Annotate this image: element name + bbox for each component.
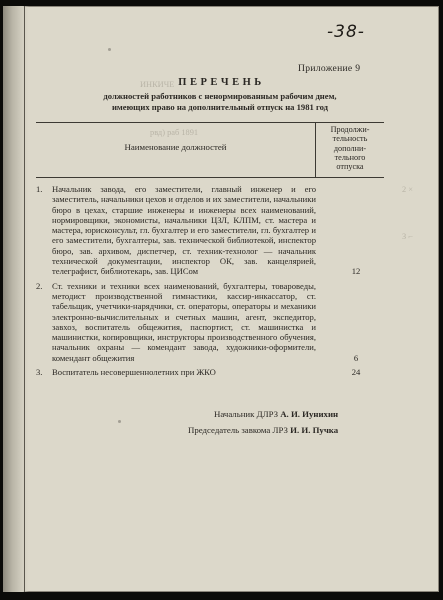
- show-through-text: З ⌐: [402, 232, 414, 241]
- subtitle-line-2: имеющих право на дополнительный отпуск на 1981 год: [111, 102, 329, 112]
- show-through-text: рвд) раб 1891: [150, 128, 199, 137]
- signature-name: И. И. Пучка: [290, 425, 339, 435]
- column-header-duration-line: тельность: [332, 134, 368, 144]
- show-through-text: 2 ×: [402, 185, 414, 194]
- signature-union-chair: [188, 425, 338, 435]
- signature-role: Начальник ДЛРЗ: [214, 409, 278, 419]
- column-header-duration-line: дополни-: [333, 143, 367, 153]
- column-header-duration-line: Продолжи-: [330, 125, 370, 134]
- positions-list: [36, 184, 386, 377]
- item-days: 24: [351, 367, 361, 378]
- item-number: 1.: [36, 184, 43, 194]
- signature-role: Председатель завкома ЛРЗ: [188, 425, 288, 435]
- paper-speck: [108, 48, 111, 51]
- column-header-duration: [316, 125, 384, 171]
- item-number: 3.: [36, 367, 43, 378]
- list-item: [36, 367, 386, 377]
- page-number: -38-: [327, 22, 365, 42]
- appendix-label: Приложение 9: [298, 63, 361, 74]
- list-item: [36, 184, 386, 277]
- subtitle-line-1: должностей работников с ненормированным рабочим днем,: [103, 91, 337, 101]
- item-days: 12: [351, 266, 361, 277]
- item-number: 2.: [36, 280, 43, 291]
- column-header-position: Наименование должностей: [124, 142, 227, 152]
- item-text: Начальник завода, его заместители, главный инженер и его заместитель, начальники цехов и отделов и их заместители, начальники бюро в цехах, старшие инженеры и инженеры всех наименований, нормировщики, экономисты, начальники ЦЗЛ, КЛПМ, ст. мастера и мастера, юрисконсульт, гл. бухгалтер и его заместители, гл. бухгалтер и его заместители, бухгалтеры, зав. технической библиотекой, инспектор бюро, зав. архивом, диспетчер, ст. техник-технолог — начальник технической документации, инспектор ОК, зав. канцелярией, телеграфист, библиотекарь, зав. ЦИСом: [52, 184, 316, 277]
- signature-name: А. И. Иунихин: [280, 409, 339, 419]
- document-subtitle: [60, 91, 380, 113]
- table-rule-bottom: [36, 177, 384, 178]
- binding-shadow: [3, 6, 29, 592]
- column-header-duration-line: отпуска: [336, 162, 364, 172]
- column-header-duration-line: тельного: [334, 152, 366, 162]
- show-through-text: ИНКИЧЕ: [140, 80, 175, 89]
- table-header: [36, 122, 384, 178]
- item-text: Воспитатель несовершеннолетних при ЖКО: [52, 367, 216, 378]
- signature-head-dlrz: [214, 409, 338, 419]
- list-item: [36, 281, 386, 363]
- item-days: 6: [353, 352, 359, 363]
- item-text: Ст. техники и техники всех наименований, бухгалтеры, товароведы, методист производственной гимнастики, кассир-инкассатор, ст. табельщик, учетчики-нарядчики, ст. операторы, операторы и механики электронно-вычислительных и счетных машин, агент, экспедитор, завхоз, воспитатель общежития, паспортист, ст. машинистка и машинистки, копировщики, инструкторы производственного обучения, начальник охраны — комендант завода, художники-оформители, комендант общежития: [52, 280, 316, 363]
- paper-speck: [118, 420, 121, 423]
- binding-fold: [24, 6, 25, 592]
- document-title: ПЕРЕЧЕНЬ: [178, 77, 265, 88]
- table-rule-top: [36, 122, 384, 123]
